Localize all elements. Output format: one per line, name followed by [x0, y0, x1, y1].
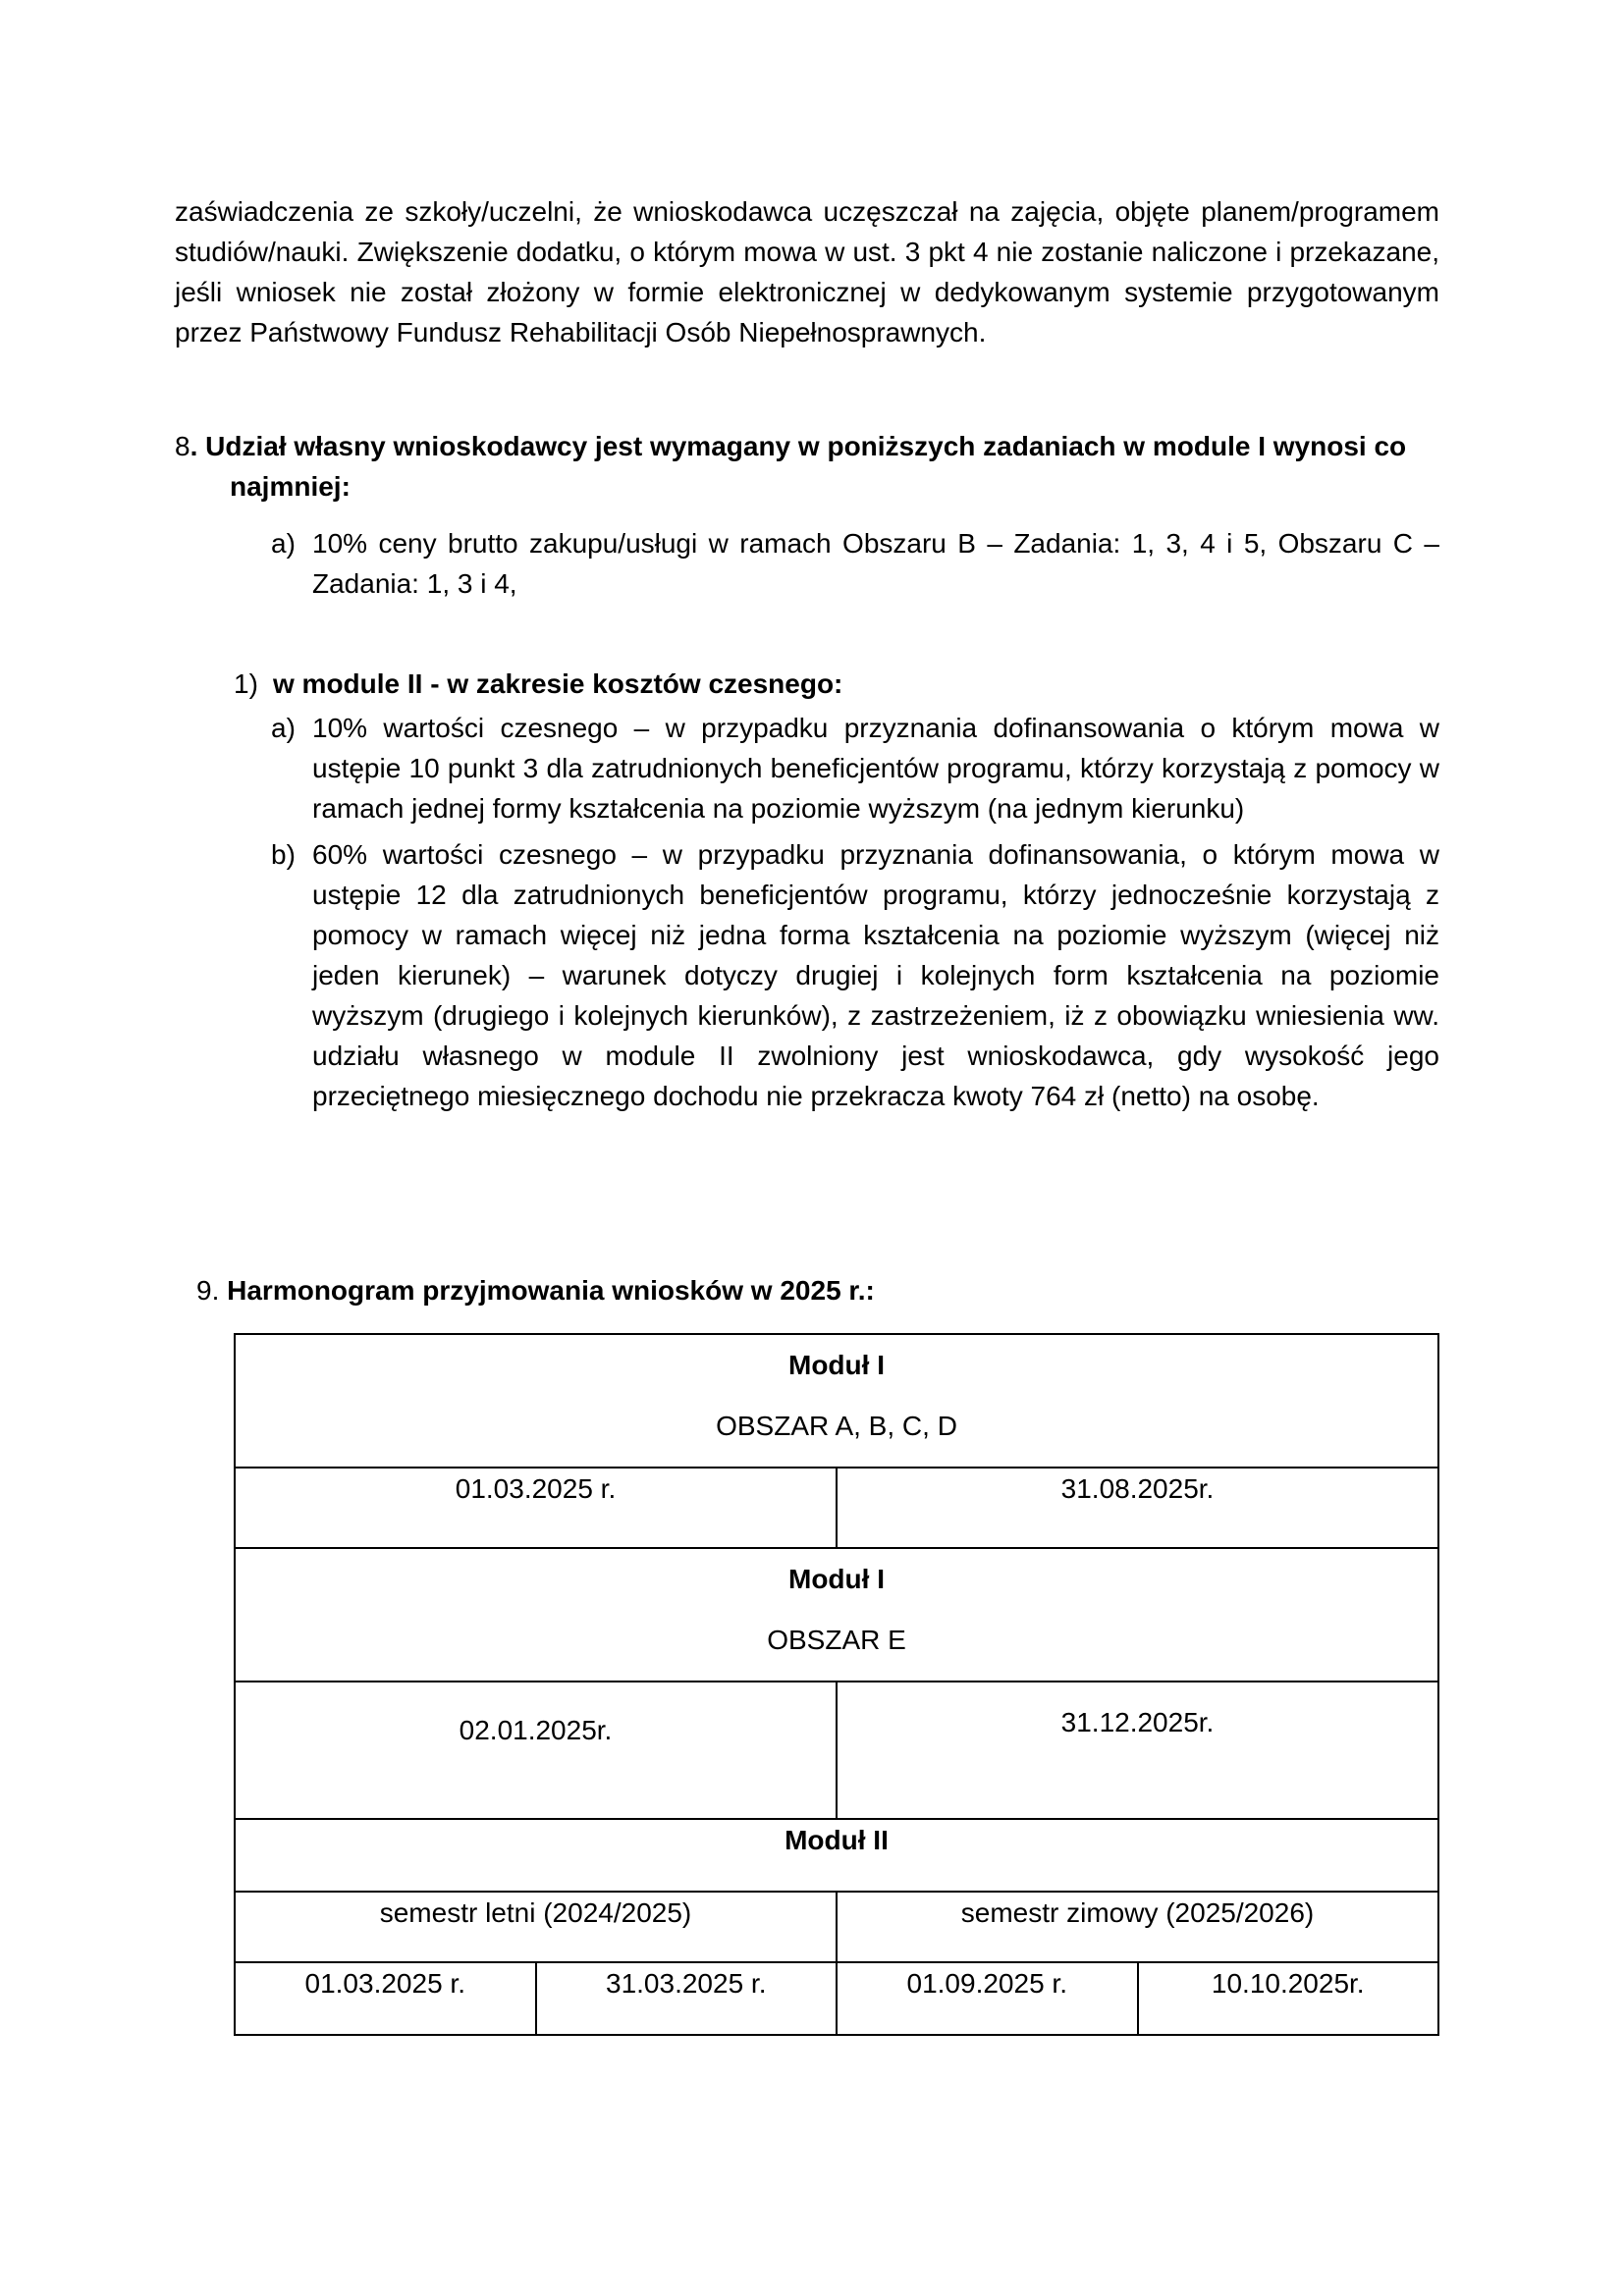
list-marker: 1)	[234, 668, 258, 699]
summer-end-date: 31.03.2025 r.	[536, 1962, 838, 2035]
section-8-heading-text: . Udział własny wnioskodawcy jest wymagany w poniższych zadaniach w module I wynosi co	[189, 431, 1407, 461]
winter-start-date: 01.09.2025 r.	[837, 1962, 1138, 2035]
summer-start-date: 01.03.2025 r.	[235, 1962, 536, 2035]
table-row	[235, 1819, 1438, 1892]
table-row	[235, 1334, 1438, 1468]
list-marker: a)	[271, 528, 296, 559]
module-2-heading	[234, 664, 842, 704]
module-1-list	[271, 523, 1439, 610]
area-label: OBSZAR E	[767, 1625, 906, 1655]
module-title: Moduł I	[788, 1564, 885, 1594]
list-item-text: 10% ceny brutto zakupu/usługi w ramach Obszaru B – Zadania: 1, 3, 4 i 5, Obszaru C – Zadania: 1, 3 i 4,	[312, 528, 1439, 599]
table-row	[235, 1892, 1438, 1962]
list-item-text: 10% wartości czesnego – w przypadku przyznania dofinansowania o którym mowa w ustępie 10 punkt 3 dla zatrudnionych beneficjentów programu, którzy korzystają z pomocy w ramach jednej formy kształcenia na poziomie wyższym (na jednym kierunku)	[312, 713, 1439, 824]
intro-paragraph: zaświadczenia ze szkoły/uczelni, że wnioskodawca uczęszczał na zajęcia, objęte planem/programem studiów/nauki. Zwiększenie dodatku, o którym mowa w ust. 3 pkt 4 nie zostanie naliczone i przekazane, jeśli wniosek nie został złożony w formie elektronicznej w dedykowanym systemie przygotowanym przez Państwowy Fundusz Rehabilitacji Osób Niepełnosprawnych.	[175, 196, 1439, 347]
table-row	[235, 1548, 1438, 1682]
section-8-number: 8	[175, 431, 190, 461]
module-header-cell	[235, 1334, 1438, 1468]
module-title: Moduł I	[788, 1350, 885, 1380]
section-9-heading	[196, 1270, 875, 1310]
table-row	[235, 1468, 1438, 1548]
module-title: Moduł II	[235, 1819, 1438, 1892]
list-item	[271, 523, 1439, 604]
module-2-heading-text: w module II - w zakresie kosztów czesnego:	[273, 668, 843, 699]
list-item	[271, 834, 1439, 1116]
list-marker: b)	[271, 839, 296, 870]
end-date-cell	[837, 1682, 1438, 1819]
start-date: 02.01.2025r.	[459, 1715, 613, 1745]
table-row	[235, 1962, 1438, 2035]
table-row	[235, 1682, 1438, 1819]
list-item	[271, 708, 1439, 828]
section-8-heading	[175, 426, 1439, 507]
start-date-cell	[235, 1682, 837, 1819]
end-date: 31.12.2025r.	[1060, 1707, 1215, 1737]
schedule-table	[234, 1333, 1439, 2036]
area-label: OBSZAR A, B, C, D	[716, 1411, 957, 1441]
module-2-list	[271, 708, 1439, 1122]
list-marker: a)	[271, 713, 296, 743]
summer-semester-label: semestr letni (2024/2025)	[235, 1892, 837, 1962]
section-9-number: 9.	[196, 1275, 220, 1306]
winter-semester-label: semestr zimowy (2025/2026)	[837, 1892, 1438, 1962]
end-date-cell: 31.08.2025r.	[837, 1468, 1438, 1548]
start-date-cell: 01.03.2025 r.	[235, 1468, 837, 1548]
module-header-cell	[235, 1548, 1438, 1682]
section-9-heading-text: Harmonogram przyjmowania wniosków w 2025 r.:	[227, 1275, 875, 1306]
list-item-text: 60% wartości czesnego – w przypadku przyznania dofinansowania, o którym mowa w ustępie 12 dla zatrudnionych beneficjentów programu, którzy jednocześnie korzystają z pomocy w ramach więcej niż jedna forma kształcenia na poziomie wyższym (więcej niż jeden kierunek) – warunek dotyczy drugiej i kolejnych form kształcenia na poziomie wyższym (drugiego i kolejnych kierunków), z zastrzeżeniem, iż z obowiązku wniesienia ww. udziału własnego w module II zwolniony jest wnioskodawca, gdy wysokość jego przeciętnego miesięcznego dochodu nie przekracza kwoty 764 zł (netto) na osobę.	[312, 839, 1439, 1111]
winter-end-date: 10.10.2025r.	[1138, 1962, 1439, 2035]
section-8-heading-continuation: najmniej:	[230, 471, 351, 502]
